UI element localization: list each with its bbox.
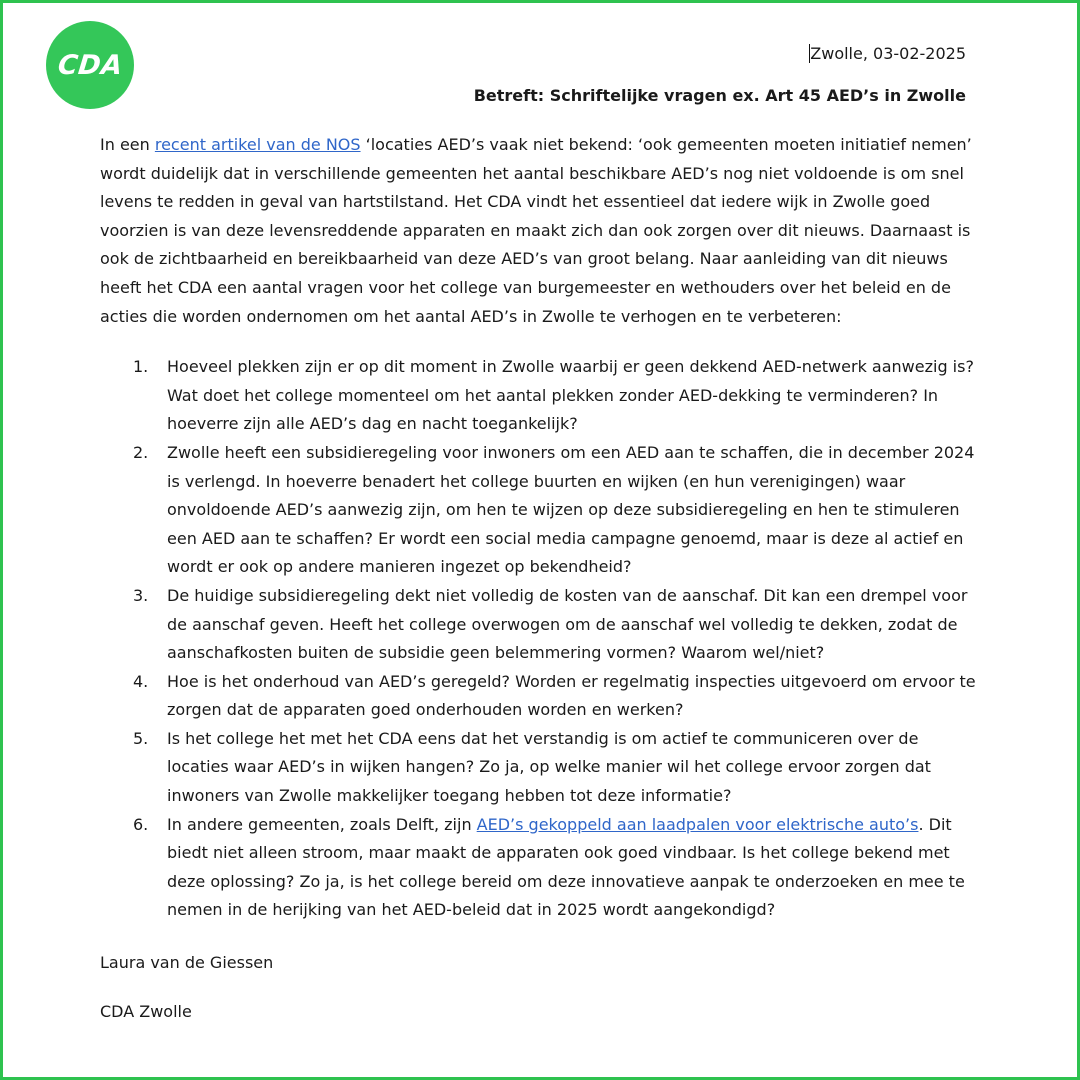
question-text: Hoeveel plekken zijn er op dit moment in Zwolle waarbij er geen dekkend AED-netwerk aanwezig is? Wat doet het college momenteel om het aantal plekken zonder AED-dekking te verminderen? In hoeverre zijn alle AED’s dag en nacht toegankelijk? bbox=[167, 357, 974, 434]
list-number: 3. bbox=[133, 585, 149, 605]
list-item bbox=[100, 439, 980, 582]
cda-logo-text: CDA bbox=[56, 49, 124, 81]
letter-body bbox=[100, 131, 980, 1026]
signature-org: CDA Zwolle bbox=[100, 1001, 192, 1021]
aed-charging-link[interactable]: AED’s gekoppeld aan laadpalen voor elektrische auto’s bbox=[476, 814, 919, 834]
nos-article-link[interactable]: recent artikel van de NOS bbox=[154, 135, 361, 154]
question-text: De huidige subsidieregeling dekt niet volledig de kosten van de aanschaf. Dit kan een drempel voor de aanschaf geven. Heeft het college overwogen om de aanschaf wel volledig te dekken, zodat de aanschafkosten buiten de subsidie geen belemmering vormen? Waarom wel/niet? bbox=[167, 585, 968, 663]
intro-paragraph bbox=[100, 131, 980, 331]
intro-text-start: In een bbox=[100, 135, 155, 154]
list-number: 6. bbox=[133, 814, 149, 834]
question-text: Hoe is het onderhoud van AED’s geregeld? Worden er regelmatig inspecties uitgevoerd om ervoor te zorgen dat de apparaten goed onderhouden worden en werken? bbox=[167, 671, 976, 720]
list-item bbox=[100, 725, 980, 811]
letter-date: Zwolle, 03-02-2025 bbox=[810, 44, 966, 63]
letter-subject: Betreft: Schriftelijke vragen ex. Art 45 AED’s in Zwolle bbox=[473, 86, 966, 105]
question-text-rest: . Dit biedt niet alleen stroom, maar maakt de apparaten ook goed vindbaar. Is het college bekend met deze oplossing? Zo ja, is het college bereid om deze innovatieve aanpak te onderzoeken en mee te nemen in de herijking van het AED-beleid dat in 2025 wordt aangekondigd? bbox=[167, 814, 965, 920]
list-number: 1. bbox=[133, 357, 149, 377]
intro-text-rest: ‘locaties AED’s vaak niet bekend: ‘ook gemeenten moeten initiatief nemen’ wordt duidelijk dat in verschillende gemeenten het aantal beschikbare AED’s nog niet voldoende is om snel levens te redden in geval van hartstilstand. Het CDA vindt het essentieel dat iedere wijk in Zwolle goed voorzien is van deze levensreddende apparaten en maakt zich dan ook zorgen over dit nieuws. Daarnaast is ook de zichtbaarheid en bereikbaarheid van deze AED’s van groot belang. Naar aanleiding van dit nieuws heeft het CDA een aantal vragen voor het college van burgemeester en wethouders over het beleid en de acties die worden ondernomen om het aantal AED’s in Zwolle te verhogen en te verbeteren: bbox=[100, 135, 972, 326]
list-item bbox=[100, 582, 980, 668]
question-text-start: In andere gemeenten, zoals Delft, zijn bbox=[167, 814, 477, 834]
question-text: Zwolle heeft een subsidieregeling voor inwoners om een AED aan te schaffen, die in december 2024 is verlengd. In hoeverre benadert het college buurten en wijken (en hun verenigingen) waar onvoldoende AED’s aanwezig zijn, om hen te wijzen op deze subsidieregeling en hen te stimuleren een AED aan te schaffen? Er wordt een social media campagne genoemd, maar is deze al actief en wordt er ook op andere manieren ingezet op bekendheid? bbox=[167, 442, 975, 577]
list-number: 5. bbox=[133, 728, 149, 748]
signature-name: Laura van de Giessen bbox=[100, 953, 274, 973]
list-item bbox=[100, 353, 980, 439]
cda-logo bbox=[46, 21, 134, 109]
list-item bbox=[100, 668, 980, 725]
list-number: 2. bbox=[133, 442, 149, 462]
list-item bbox=[100, 811, 980, 925]
question-list bbox=[100, 353, 980, 925]
list-number: 4. bbox=[133, 671, 149, 691]
question-text: Is het college het met het CDA eens dat het verstandig is om actief te communiceren over de locaties waar AED’s in wijken hangen? Zo ja, op welke manier wil het college ervoor zorgen dat inwoners van Zwolle makkelijker toegang hebben tot deze informatie? bbox=[167, 728, 931, 806]
